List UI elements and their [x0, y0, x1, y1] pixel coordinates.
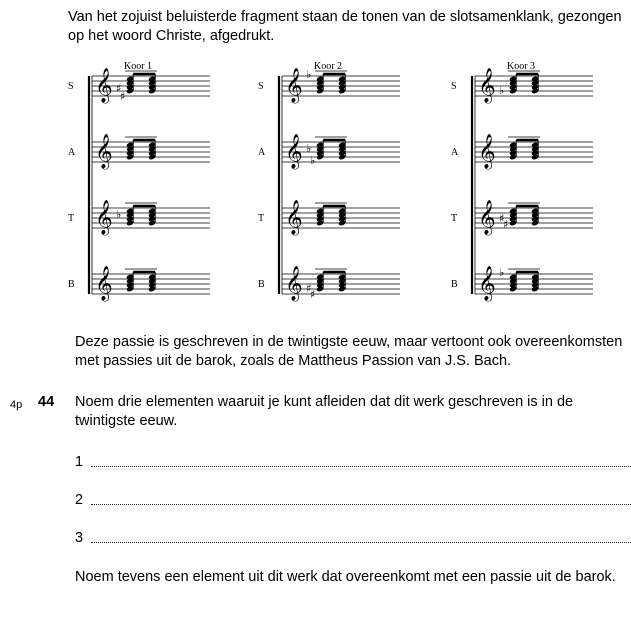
treble-clef-icon: 𝄞	[478, 200, 496, 235]
voice-label: T	[258, 213, 265, 224]
context-paragraph: Deze passie is geschreven in de twintigste eeuw, maar vertoont ook overeenkomsten met passies uit de barok, zoals de Mattheus Passion van J.S. Bach.	[75, 334, 623, 369]
answer-number: 3	[75, 530, 84, 546]
flat-icon: ♭	[306, 142, 312, 155]
voice-label: B	[451, 279, 458, 290]
voice-label: S	[258, 81, 264, 92]
treble-clef-icon: 𝄞	[95, 266, 113, 301]
question-number: 44	[38, 394, 55, 410]
voice-label: B	[68, 279, 75, 290]
sharp-icon: ♯	[503, 218, 509, 231]
choir-system	[68, 68, 210, 302]
treble-clef-icon: 𝄞	[478, 134, 496, 169]
answer-line-3[interactable]	[75, 529, 631, 548]
sharp-icon: ♯	[120, 90, 126, 103]
choir-system	[258, 68, 400, 302]
treble-clef-icon: 𝄞	[285, 266, 303, 301]
answer-number: 1	[75, 454, 84, 470]
voice-label: A	[68, 147, 76, 158]
flat-icon: ♭	[116, 208, 122, 221]
treble-clef-icon: 𝄞	[478, 68, 496, 103]
flat-icon: ♭	[499, 266, 505, 279]
answer-line-1[interactable]	[75, 453, 631, 472]
voice-label: A	[451, 147, 459, 158]
choir-title: Koor 2	[313, 61, 343, 72]
question-text: Noem drie elementen waaruit je kunt afleiden dat dit werk geschreven is in de twintigste eeuw.	[75, 394, 574, 429]
voice-label: B	[258, 279, 265, 290]
treble-clef-icon: 𝄞	[478, 266, 496, 301]
dotted-line	[91, 542, 631, 543]
voice-label: T	[451, 213, 458, 224]
flat-icon: ♭	[310, 154, 316, 167]
sharp-icon: ♯	[310, 288, 316, 301]
answer-line-2[interactable]	[75, 491, 631, 510]
flat-icon: ♭	[499, 84, 505, 97]
voice-label: S	[451, 81, 457, 92]
answer-number: 2	[75, 492, 84, 508]
intro-text: Van het zojuist beluisterde fragment staan de tonen van de slotsamenklank, gezongen op het woord Christe, afgedrukt.	[68, 9, 622, 44]
voice-label: T	[68, 213, 75, 224]
dotted-line	[91, 504, 631, 505]
sharp-icon: ♯	[306, 282, 312, 295]
choir-title: Koor 1	[123, 61, 153, 72]
treble-clef-icon: 𝄞	[285, 200, 303, 235]
choir-title: Koor 3	[506, 61, 536, 72]
treble-clef-icon: 𝄞	[95, 68, 113, 103]
treble-clef-icon: 𝄞	[285, 134, 303, 169]
sharp-icon: ♯	[499, 212, 505, 225]
voice-label: A	[258, 147, 266, 158]
treble-clef-icon: 𝄞	[285, 68, 303, 103]
music-score	[60, 56, 620, 316]
voice-label: S	[68, 81, 74, 92]
sharp-icon: ♯	[116, 82, 122, 95]
question-points: 4p	[10, 399, 23, 411]
treble-clef-icon: 𝄞	[95, 134, 113, 169]
final-question-text: Noem tevens een element uit dit werk dat overeenkomt met een passie uit de barok.	[75, 569, 616, 585]
dotted-line	[91, 466, 631, 467]
choir-system	[451, 68, 593, 302]
flat-icon: ♭	[306, 68, 312, 81]
treble-clef-icon: 𝄞	[95, 200, 113, 235]
